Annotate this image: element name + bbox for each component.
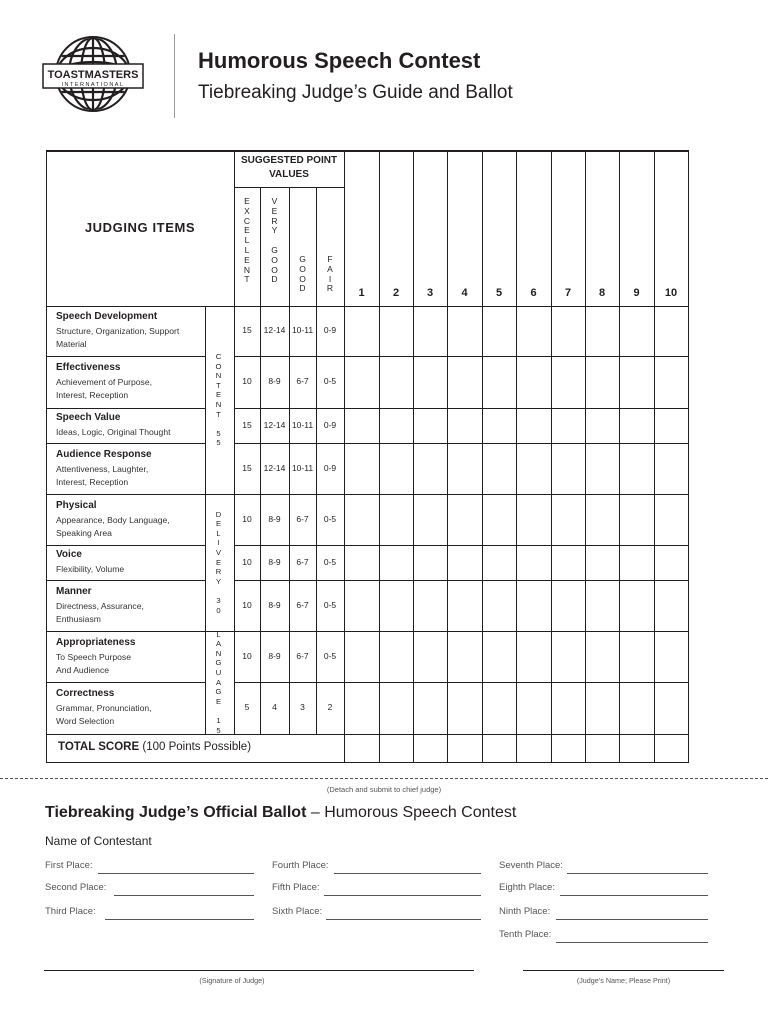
score-cell[interactable]: [655, 357, 688, 408]
table-rule: [46, 150, 689, 152]
score-cell[interactable]: [586, 632, 619, 682]
score-cell[interactable]: [448, 444, 482, 494]
score-cell[interactable]: [517, 444, 551, 494]
score-cell[interactable]: [552, 546, 585, 580]
point-value: 0-9: [323, 325, 337, 335]
point-value: 0-9: [323, 419, 337, 430]
score-cell[interactable]: [655, 307, 688, 356]
item-description: Ideas, Logic, Original Thought: [56, 427, 171, 437]
score-cell[interactable]: [586, 683, 619, 734]
score-cell[interactable]: [655, 495, 688, 545]
score-cell[interactable]: [380, 546, 413, 580]
score-cell[interactable]: [586, 581, 619, 631]
place-entry-line[interactable]: [326, 919, 481, 920]
score-cell[interactable]: [414, 632, 447, 682]
score-cell[interactable]: [620, 307, 654, 356]
score-cell[interactable]: [414, 409, 447, 443]
score-cell[interactable]: [414, 581, 447, 631]
point-value: 8-9: [268, 513, 281, 524]
table-rule: [46, 545, 205, 546]
place-label: Eighth Place:: [499, 882, 555, 893]
total-score-note: (100 Points Possible): [142, 741, 252, 753]
item-description: Appearance, Body Language, Speaking Area: [56, 514, 170, 538]
score-cell[interactable]: [552, 495, 585, 545]
point-value: 15: [242, 462, 252, 473]
point-value: 0-5: [323, 650, 337, 661]
ballot-title-rest: – Humorous Speech Contest: [306, 804, 517, 821]
score-cell[interactable]: [448, 581, 482, 631]
point-value: 0-5: [323, 513, 337, 524]
score-cell[interactable]: [586, 357, 619, 408]
score-cell[interactable]: [448, 495, 482, 545]
place-entry-line[interactable]: [324, 895, 481, 896]
item-description: Grammar, Pronunciation, Word Selection: [56, 703, 152, 726]
point-value: 10: [242, 650, 252, 661]
score-cell[interactable]: [586, 495, 619, 545]
page-title: Humorous Speech Contest: [198, 48, 481, 73]
score-cell[interactable]: [345, 357, 379, 408]
score-cell[interactable]: [483, 409, 516, 443]
score-cell[interactable]: [345, 581, 379, 631]
ballot-title: [45, 804, 516, 822]
score-cell[interactable]: [655, 546, 688, 580]
score-cell[interactable]: [483, 307, 516, 356]
score-cell[interactable]: [620, 444, 654, 494]
point-value: 0-5: [323, 599, 337, 610]
score-cell[interactable]: [517, 683, 551, 734]
score-cell[interactable]: [414, 357, 447, 408]
total-score-cell[interactable]: [655, 735, 688, 762]
rating-column-label: G O O D: [299, 254, 306, 294]
point-value: 10-11: [291, 325, 314, 335]
score-cell[interactable]: [414, 546, 447, 580]
score-cell[interactable]: [345, 495, 379, 545]
score-cell[interactable]: [552, 581, 585, 631]
score-cell[interactable]: [345, 444, 379, 494]
place-label: Sixth Place:: [272, 906, 323, 917]
score-cell[interactable]: [586, 546, 619, 580]
score-cell[interactable]: [414, 444, 447, 494]
table-rule: [46, 150, 47, 763]
table-rule: [205, 494, 234, 495]
score-cell[interactable]: [483, 444, 516, 494]
table-rule: [688, 150, 689, 763]
item-description: Flexibility, Volume: [56, 564, 125, 574]
score-cell[interactable]: [620, 546, 654, 580]
score-cell[interactable]: [380, 581, 413, 631]
page-subtitle: Tiebreaking Judge’s Guide and Ballot: [198, 82, 513, 103]
score-cell[interactable]: [552, 444, 585, 494]
point-value: 0-9: [323, 462, 337, 473]
group-label: L A N G U A G E 1 5: [215, 629, 222, 735]
score-cell[interactable]: [380, 632, 413, 682]
score-cell[interactable]: [345, 546, 379, 580]
place-label: Third Place:: [45, 906, 96, 917]
point-value: 15: [242, 325, 252, 335]
item-title: Speech Value: [56, 412, 121, 423]
point-value: 6-7: [296, 513, 309, 524]
point-value: 12-14: [263, 462, 286, 473]
score-cell[interactable]: [552, 307, 585, 356]
point-value: 12-14: [263, 419, 286, 430]
score-cell[interactable]: [380, 444, 413, 494]
table-rule: [46, 494, 205, 495]
point-value: 3: [300, 702, 305, 712]
score-cell[interactable]: [552, 683, 585, 734]
score-cell[interactable]: [586, 307, 619, 356]
place-entry-line[interactable]: [560, 895, 708, 896]
score-cell[interactable]: [414, 683, 447, 734]
place-entry-line[interactable]: [105, 919, 254, 920]
score-cell[interactable]: [483, 546, 516, 580]
ballot-title-bold: Tiebreaking Judge’s Official Ballot: [45, 804, 307, 821]
judge-column-number: 9: [633, 287, 640, 299]
score-cell[interactable]: [620, 495, 654, 545]
score-cell[interactable]: [380, 409, 413, 443]
score-cell[interactable]: [620, 581, 654, 631]
score-cell[interactable]: [483, 632, 516, 682]
item-title: Audience Response: [56, 448, 152, 460]
item-title: Appropriateness: [56, 636, 136, 648]
score-cell[interactable]: [586, 409, 619, 443]
score-cell[interactable]: [483, 357, 516, 408]
detach-note: (Detach and submit to chief judge): [326, 785, 442, 794]
total-score-cell[interactable]: [380, 735, 413, 762]
total-score-text: TOTAL SCORE: [58, 741, 140, 753]
place-label: Second Place:: [45, 882, 107, 893]
group-label: C O N T E N T 5 5: [215, 352, 222, 448]
score-cell[interactable]: [448, 546, 482, 580]
item-description: Structure, Organization, Support Material: [56, 326, 180, 349]
total-score-label: [58, 741, 251, 753]
table-rule: [46, 682, 205, 683]
point-value: 12-14: [263, 325, 286, 335]
place-label: Ninth Place:: [499, 906, 551, 917]
logo-text: TOASTMASTERS: [47, 69, 139, 81]
point-value: 10-11: [291, 462, 314, 473]
point-value: 8-9: [268, 376, 281, 386]
judge-name-line[interactable]: [523, 970, 724, 971]
place-label: Tenth Place:: [499, 929, 552, 940]
score-cell[interactable]: [517, 409, 551, 443]
place-entry-line[interactable]: [567, 873, 708, 874]
total-score-cell[interactable]: [517, 735, 551, 762]
suggested-point-values-label: SUGGESTED POINT VALUES: [240, 155, 338, 180]
point-value: 10: [242, 513, 252, 524]
point-value: 5: [244, 702, 250, 712]
judge-column-number: 5: [495, 287, 503, 299]
score-cell[interactable]: [380, 495, 413, 545]
total-score-cell[interactable]: [345, 735, 379, 762]
item-title: Voice: [56, 549, 82, 560]
score-cell[interactable]: [517, 632, 551, 682]
item-description: Attentiveness, Laughter, Interest, Reception: [56, 463, 149, 487]
point-value: 10: [242, 556, 252, 567]
total-score-cell[interactable]: [483, 735, 516, 762]
score-cell[interactable]: [380, 683, 413, 734]
item-description: Achievement of Purpose, Interest, Reception: [56, 377, 153, 400]
score-cell[interactable]: [552, 632, 585, 682]
item-title: Correctness: [56, 688, 115, 699]
score-cell[interactable]: [620, 632, 654, 682]
place-entry-line[interactable]: [98, 873, 254, 874]
table-rule: [46, 762, 689, 763]
point-value: 10: [242, 599, 252, 610]
table-rule: [46, 408, 205, 409]
point-value: 15: [242, 419, 252, 430]
point-value: 4: [272, 702, 277, 712]
judge-column-number: 6: [530, 287, 537, 299]
score-cell[interactable]: [620, 357, 654, 408]
item-title: Manner: [56, 585, 92, 597]
score-cell[interactable]: [345, 409, 379, 443]
judge-name-caption: (Judge’s Name; Please Print): [576, 976, 671, 985]
place-entry-line[interactable]: [334, 873, 481, 874]
score-cell[interactable]: [517, 495, 551, 545]
detach-line: [0, 778, 768, 779]
table-rule: [46, 631, 205, 632]
point-value: 10: [242, 376, 252, 386]
score-cell[interactable]: [414, 307, 447, 356]
table-rule: [46, 356, 205, 357]
table-rule: [46, 580, 205, 581]
place-entry-line[interactable]: [114, 895, 254, 896]
judge-column-number: 3: [426, 287, 434, 299]
score-cell[interactable]: [448, 632, 482, 682]
item-title: Speech Development: [56, 311, 158, 322]
point-value: 6-7: [296, 650, 309, 661]
point-value: 0-5: [323, 556, 337, 567]
score-cell[interactable]: [448, 357, 482, 408]
score-cell[interactable]: [483, 683, 516, 734]
point-value: 8-9: [268, 556, 281, 567]
score-cell[interactable]: [655, 444, 688, 494]
score-cell[interactable]: [483, 581, 516, 631]
judge-column-number: 4: [461, 287, 468, 299]
place-entry-line[interactable]: [556, 919, 708, 920]
place-label: Seventh Place:: [499, 860, 563, 871]
toastmasters-logo: [41, 34, 145, 122]
signature-line[interactable]: [44, 970, 474, 971]
point-value: 0-5: [323, 376, 337, 386]
judge-column-number: 2: [392, 287, 400, 299]
point-value: 6-7: [296, 599, 309, 610]
score-cell[interactable]: [517, 581, 551, 631]
total-score-cell[interactable]: [414, 735, 447, 762]
score-cell[interactable]: [655, 581, 688, 631]
score-cell[interactable]: [517, 307, 551, 356]
judging-items-label: JUDGING ITEMS: [84, 220, 196, 235]
score-cell[interactable]: [345, 683, 379, 734]
score-cell[interactable]: [414, 495, 447, 545]
table-rule: [46, 443, 205, 444]
rating-column-label: F A I R: [326, 254, 334, 294]
rating-column-label: V E R Y G O O D: [271, 196, 278, 285]
judge-column-number: 7: [564, 287, 572, 299]
point-value: 8-9: [268, 599, 281, 610]
total-score-cell[interactable]: [448, 735, 482, 762]
total-score-cell[interactable]: [552, 735, 585, 762]
place-label: Fifth Place:: [272, 882, 320, 893]
total-score-cell[interactable]: [586, 735, 619, 762]
header-divider: [174, 34, 175, 118]
score-cell[interactable]: [448, 683, 482, 734]
score-cell[interactable]: [517, 357, 551, 408]
point-value: 10-11: [291, 419, 314, 430]
judge-column-number: 8: [598, 287, 606, 299]
point-value: 2: [327, 702, 333, 712]
judge-column-number: 1: [358, 287, 365, 299]
point-value: 6-7: [296, 556, 309, 567]
place-entry-line[interactable]: [556, 942, 708, 943]
score-cell[interactable]: [655, 683, 688, 734]
name-of-contestant-label: Name of Contestant: [45, 834, 152, 848]
score-cell[interactable]: [448, 307, 482, 356]
item-description: To Speech Purpose And Audience: [56, 651, 132, 675]
score-cell[interactable]: [620, 683, 654, 734]
score-cell[interactable]: [655, 632, 688, 682]
rating-column-label: E X C E L L E N T: [243, 196, 251, 285]
item-description: Directness, Assurance, Enthusiasm: [56, 600, 144, 624]
score-cell[interactable]: [380, 307, 413, 356]
score-cell[interactable]: [448, 409, 482, 443]
score-cell[interactable]: [586, 444, 619, 494]
point-value: 6-7: [296, 376, 309, 386]
score-cell[interactable]: [345, 307, 379, 356]
item-title: Physical: [56, 499, 97, 511]
score-cell[interactable]: [380, 357, 413, 408]
place-label: Fourth Place:: [272, 860, 329, 871]
logo-subtext: INTERNATIONAL: [61, 82, 125, 88]
group-label: D E L I V E R Y 3 0: [215, 509, 222, 615]
score-cell[interactable]: [345, 632, 379, 682]
point-value: 8-9: [268, 650, 281, 661]
total-score-cell[interactable]: [620, 735, 654, 762]
score-cell[interactable]: [552, 357, 585, 408]
score-cell[interactable]: [483, 495, 516, 545]
item-title: Effectiveness: [56, 362, 121, 373]
judge-column-number: 10: [664, 287, 678, 299]
score-cell[interactable]: [517, 546, 551, 580]
signature-caption: (Signature of Judge): [199, 976, 265, 985]
place-label: First Place:: [45, 860, 93, 871]
score-cell[interactable]: [552, 409, 585, 443]
score-cell[interactable]: [655, 409, 688, 443]
score-cell[interactable]: [620, 409, 654, 443]
